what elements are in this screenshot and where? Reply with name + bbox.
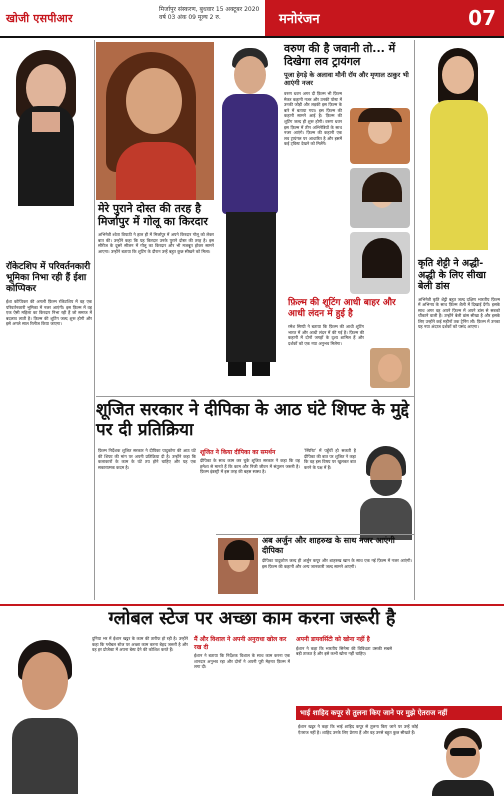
golu-headline bbox=[98, 202, 214, 228]
kriti-headline bbox=[418, 258, 500, 293]
global-body-4: ईशान खट्टर ने कहा कि भाई शाहिद कपूर से तुलना किए जाने पर उन्हें कोई ऐतराज नहीं है। शाहिद उनके लिए प्रेरणा हैं और वह उनसे बहुत कुछ सीखते हैं। bbox=[298, 724, 418, 735]
global-body-3-wrap bbox=[296, 636, 392, 706]
newspaper-logo: खोजी एसपीआर bbox=[6, 11, 73, 25]
global-subhead-1-text: मैं और विशाल ने अपनी अनुराधा खोल कर रख दी bbox=[194, 636, 287, 651]
shoojit-headline-text: शूजित सरकार ने दीपिका के आठ घंटे शिफ्ट के मुद्दे पर दी प्रतिक्रिया bbox=[96, 400, 409, 440]
isha-body: ईशा कोप्पिकर की अगली फ़िल्म रॉकेटशिप में वह एक परिवर्तनकारी भूमिका में नजर आएंगी। इस फ़िल्म में वह एक ऐसी महिला का किरदार निभा रही हैं जो समाज में बदलाव लाती है। फ़िल्म की शूटिंग जल्द शुरू होगी और इसे अगले साल रिलीज किया जाएगा। bbox=[6, 299, 92, 327]
edition-info bbox=[155, 0, 265, 36]
golu-headline-text: मेरे पुराने दोस्त की तरह है मिर्जापुर में गोलू का किरदार bbox=[98, 202, 208, 228]
arjun-body: दीपिका पादुकोण जल्द ही अर्जुन कपूर और शाहरुख खान के साथ एक नई फ़िल्म में नजर आएंगी। इस फ़िल्म की कहानी और अन्य जानकारी जल्द सामने आएगी। bbox=[262, 558, 412, 569]
ramesh-photo bbox=[370, 348, 410, 388]
shahid-photo bbox=[426, 724, 500, 796]
separator-1 bbox=[94, 40, 95, 600]
pooja-photo bbox=[350, 108, 410, 164]
kriti-headline-text: कृति शेट्टी ने अद्धी-अद्धी के लिए सीखा बेली डांस bbox=[418, 258, 486, 292]
golu-body: अभिनेत्री श्वेता त्रिपाठी ने हाल ही में मिर्जापुर में अपने किरदार गोलू को लेकर बात की। उन्होंने कहा कि यह किरदार उनके पुराने दोस्त की तरह है। इस सीरीज के दूसरे सीजन में गोलू का किरदार और भी मजबूत होकर सामने आएगा। उन्होंने बताया कि शूटिंग के दौरान उन्हें बहुत कुछ सीखने को मिला। bbox=[98, 232, 214, 254]
global-body-2: ईशान ने बताया कि निर्देशक विशाल के साथ काम करना एक शानदार अनुभव रहा और दोनों ने अपनी पूरी मेहनत फ़िल्म में लगा दी। bbox=[194, 653, 290, 670]
global-body-1: दुनिया भर में ईशान खट्टर के काम की तारीफ हो रही है। उन्होंने कहा कि ग्लोबल स्टेज पर अच्छा काम करना बेहद जरूरी है और वह हर प्रोजेक्ट में अपना बेस्ट देने की कोशिश करते हैं। bbox=[92, 636, 188, 653]
varun-subhead-text: पूजा हेगड़े के अलावा मौनी रॉय और मृणाल ठाकुर भी आएंगी नजर bbox=[284, 71, 409, 87]
global-headline bbox=[4, 608, 500, 630]
kriti-story bbox=[418, 258, 500, 647]
shoojit-body-2: दीपिका के साथ काम कर चुके शूजित सरकार ने कहा कि वह हमेशा से मानते हैं कि काम और निजी जीवन में संतुलन जरूरी है। फ़िल्म इंडस्ट्री में इस तरह की बहस स्वस्थ है। bbox=[200, 458, 300, 475]
ramesh-headline bbox=[288, 298, 410, 320]
varun-photo bbox=[214, 42, 284, 402]
global-subhead-2-text: अपनी डायवर्सिटी को खोना नहीं है bbox=[296, 636, 370, 643]
separator-2 bbox=[414, 40, 415, 600]
global-headline-text: ग्लोबल स्टेज पर अच्छा काम करना जरूरी है bbox=[108, 608, 396, 629]
arjun-story bbox=[262, 536, 412, 592]
shahid-bar-text: भाई शाहिद कपूर से तुलना किए जाने पर मुझे ऐतराज नहीं bbox=[300, 709, 448, 717]
shoojit-body-1: फ़िल्म निर्देशक शूजित सरकार ने दीपिका पादुकोण की आठ घंटे की शिफ्ट की मांग पर अपनी प्रतिक्रिया दी है। उन्होंने कहा कि कलाकारों के काम के घंटे तय होने चाहिए और यह एक सकारात्मक कदम है। bbox=[98, 448, 196, 470]
masthead-logo-area bbox=[0, 0, 155, 36]
global-top-rule bbox=[0, 604, 504, 606]
varun-headline-text: वरुण की है जवानी तो... में दिखेगा लव ट्रायंगल bbox=[284, 42, 396, 68]
masthead bbox=[0, 0, 504, 36]
edition-line-1: मिर्जापुर संस्करण, बुधवार 15 अक्टूबर 2020 bbox=[159, 6, 260, 13]
global-body-2-wrap bbox=[194, 636, 290, 783]
shoojit-subhead bbox=[200, 448, 300, 456]
mouni-photo bbox=[350, 168, 410, 228]
global-body-3: ईशान ने कहा कि भारतीय सिनेमा की विविधता उसकी सबसे बड़ी ताकत है और इसे कभी खोना नहीं चाहिए। bbox=[296, 645, 392, 657]
isha-headline-text: रॉकेटशिप में परिवर्तनकारी भूमिका निभा रही हैं ईशा कोप्पिकर bbox=[6, 262, 91, 294]
global-subhead-2 bbox=[296, 636, 392, 644]
varun-body: वरुण धवन अगर दी फ़िल्म भी फ़िल्म मेकर कहानी नजर और उनकी पोस्ट में उनकी जोड़ी और लड़की इस फ़िल्म के बारे में बताया गया। इस फ़िल्म की कहानी सामने आई है। फ़िल्म की शूटिंग जल्द ही शुरू होगी। वरुण धवन इस फ़िल्म में तीन अभिनेत्रियों के साथ नजर आएंगे। फ़िल्म की कहानी एक लव ट्रायंगल पर आधारित है और इसमें कई ट्विस्ट देखने को मिलेंगे। bbox=[284, 91, 342, 147]
golu-story bbox=[98, 202, 214, 362]
isha-photo bbox=[2, 42, 92, 212]
ramesh-headline-text: फ़िल्म की शूटिंग आधी बाहर और आधी लंदन में हुई है bbox=[288, 298, 396, 319]
masthead-rule bbox=[0, 36, 504, 38]
isha-story bbox=[6, 262, 92, 549]
shoojit-body-3: 'स्पिरिट' में पहुँचीं हो सकती है दीपिका की बात पर शूजित ने कहा कि वह इस विषय पर खुलकर बात करने के पक्ष में हैं। bbox=[304, 448, 356, 470]
shoojit-subhead-text: शूजित ने किया दीपिका का समर्थन bbox=[200, 449, 276, 456]
arjun-headline bbox=[262, 536, 412, 556]
shoojit-story bbox=[96, 400, 414, 440]
page-number: 07 bbox=[468, 6, 496, 30]
kriti-photo bbox=[416, 42, 502, 254]
edition-line-2: वर्ष 03 अंक 09 मूल्य 2 रु. bbox=[159, 14, 221, 21]
shoojit-headline bbox=[96, 400, 414, 440]
varun-headline bbox=[284, 42, 414, 68]
shweta-photo bbox=[96, 42, 214, 200]
section-banner bbox=[265, 0, 504, 36]
isha-headline bbox=[6, 262, 92, 295]
separator-4 bbox=[216, 534, 414, 535]
section-name: मनोरंजन bbox=[279, 12, 320, 27]
mrunal-photo bbox=[350, 232, 410, 294]
ishaan-photo bbox=[4, 634, 86, 794]
shoojit-photo bbox=[356, 440, 416, 540]
shahid-bar bbox=[296, 706, 502, 720]
arjun-headline-text: अब अर्जुन और शाहरुख के साथ नजर आएंगी दीपिका bbox=[262, 536, 395, 555]
ramesh-body: रमेश सिप्पी ने बताया कि फ़िल्म की आधी शूटिंग भारत में और आधी लंदन में की गई है। फ़िल्म की कहानी में दोनों जगहों के दृश्य शामिल हैं और दर्शकों को एक नया अनुभव मिलेगा। bbox=[288, 324, 364, 346]
varun-subhead bbox=[284, 71, 414, 87]
global-subhead-1 bbox=[194, 636, 290, 651]
deepika-photo bbox=[218, 538, 258, 594]
kriti-body: अभिनेत्री कृति शेट्टी बहुत जल्द दक्षिण भारतीय फ़िल्म में अभिनय के साथ फ़िल्म शैली में दिखाई देंगी। इसके साथ अगर वह अपने फ़िल्म में अपने डांस से सबको चौंकाने वाली हैं। उन्होंने बेली डांस सीखा है और इसके लिए उन्होंने कई महीनों तक ट्रेनिंग ली। फ़िल्म में उनका यह नया अंदाज दर्शकों को पसंद आएगा। bbox=[418, 296, 500, 330]
separator-3 bbox=[96, 396, 414, 397]
